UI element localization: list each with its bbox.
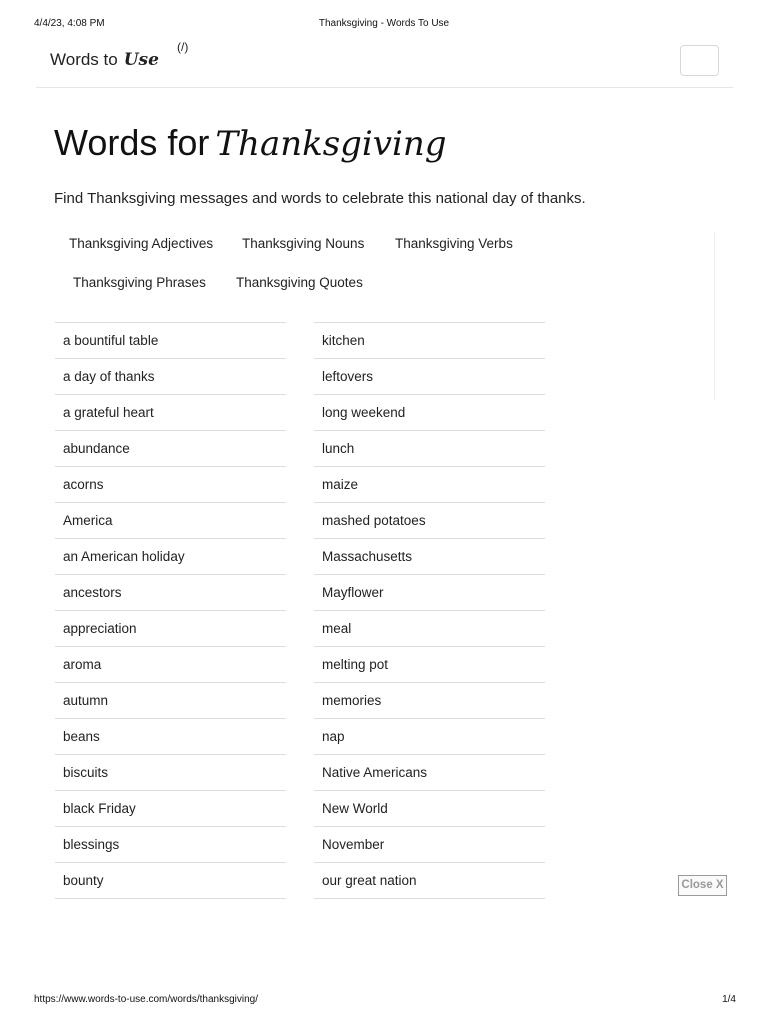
tab-thanksgiving-verbs[interactable]: Thanksgiving Verbs <box>395 236 513 251</box>
list-item: Massachusetts <box>314 539 545 575</box>
word-list-left <box>55 322 286 899</box>
intro-text: Find Thanksgiving messages and words to celebrate this national day of thanks. <box>54 190 586 207</box>
print-header <box>0 18 768 32</box>
list-item: autumn <box>55 683 286 719</box>
list-item: biscuits <box>55 755 286 791</box>
word-list-right <box>314 322 545 899</box>
list-item: a day of thanks <box>55 359 286 395</box>
list-item: blessings <box>55 827 286 863</box>
list-item: nap <box>314 719 545 755</box>
list-item: kitchen <box>314 323 545 359</box>
list-item: our great nation <box>314 863 545 899</box>
print-datetime: 4/4/23, 4:08 PM <box>34 18 105 29</box>
list-item: acorns <box>55 467 286 503</box>
list-item: abundance <box>55 431 286 467</box>
logo-link-url[interactable]: (/) <box>177 40 189 54</box>
list-item: bounty <box>55 863 286 899</box>
print-page-number: 1/4 <box>722 994 736 1005</box>
list-item: meal <box>314 611 545 647</box>
list-item: America <box>55 503 286 539</box>
list-item: ancestors <box>55 575 286 611</box>
list-item: aroma <box>55 647 286 683</box>
menu-button[interactable] <box>680 45 719 76</box>
page-title <box>54 122 447 164</box>
print-footer-url: https://www.words-to-use.com/words/thanksgiving/ <box>34 994 258 1005</box>
list-item: November <box>314 827 545 863</box>
list-item: New World <box>314 791 545 827</box>
list-item: a bountiful table <box>55 323 286 359</box>
site-header <box>36 40 733 88</box>
list-item: lunch <box>314 431 545 467</box>
list-item: a grateful heart <box>55 395 286 431</box>
list-item: melting pot <box>314 647 545 683</box>
tab-thanksgiving-quotes[interactable]: Thanksgiving Quotes <box>236 275 363 290</box>
page-title-script: Thanksgiving <box>215 124 447 164</box>
list-item: beans <box>55 719 286 755</box>
page-title-prefix: Words for <box>54 122 210 163</box>
print-document-title: Thanksgiving - Words To Use <box>318 18 450 29</box>
list-item: long weekend <box>314 395 545 431</box>
list-item: maize <box>314 467 545 503</box>
list-item: memories <box>314 683 545 719</box>
logo-script-text: Use <box>123 50 159 70</box>
list-item: black Friday <box>55 791 286 827</box>
logo-text: Words to <box>50 50 118 69</box>
tab-thanksgiving-adjectives[interactable]: Thanksgiving Adjectives <box>69 236 214 251</box>
list-item: mashed potatoes <box>314 503 545 539</box>
tab-thanksgiving-phrases[interactable]: Thanksgiving Phrases <box>73 275 206 290</box>
list-item: leftovers <box>314 359 545 395</box>
close-ad-button[interactable]: Close X <box>678 875 727 896</box>
list-item: Native Americans <box>314 755 545 791</box>
tab-thanksgiving-nouns[interactable]: Thanksgiving Nouns <box>242 236 365 251</box>
list-item: Mayflower <box>314 575 545 611</box>
sidebar-divider <box>714 232 715 400</box>
list-item: appreciation <box>55 611 286 647</box>
site-logo[interactable] <box>50 50 159 70</box>
list-item: an American holiday <box>55 539 286 575</box>
